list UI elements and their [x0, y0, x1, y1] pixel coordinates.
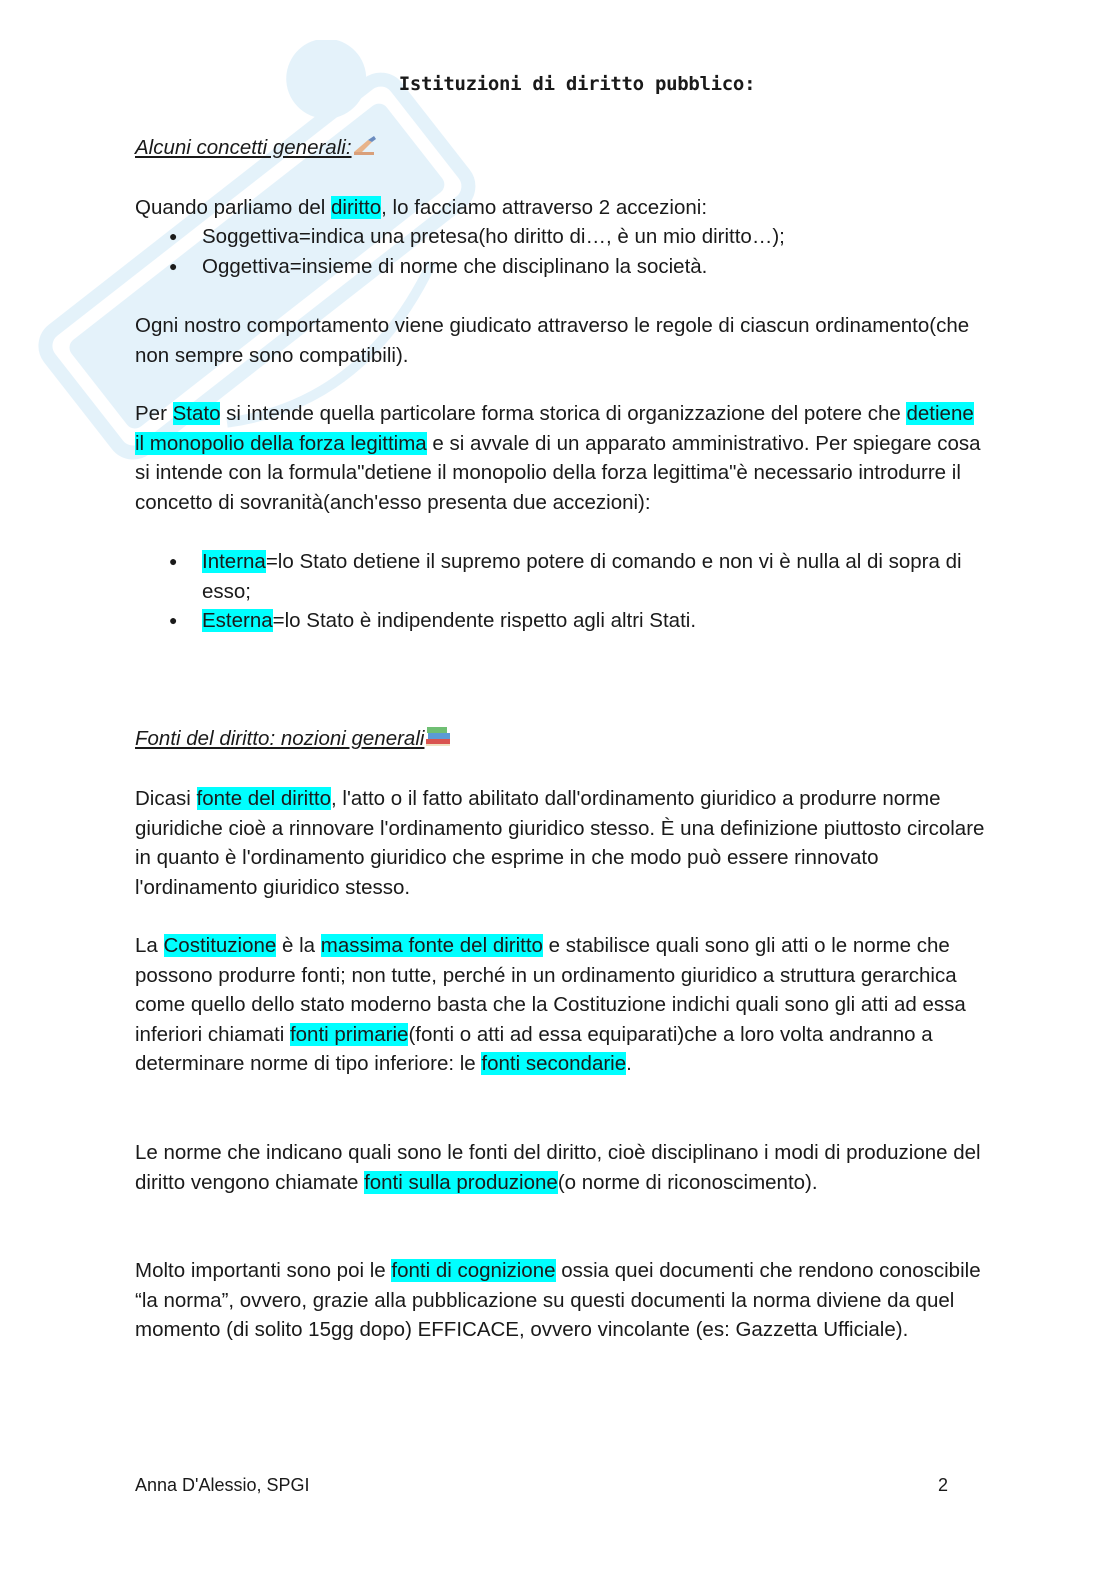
text-span: (o norme di riconoscimento).	[557, 1170, 818, 1194]
bullet-icon: ●	[169, 257, 178, 274]
paragraph-comportamento: Ogni nostro comportamento viene giudicato attraverso le regole di ciascun ordinamento(che non sempre sono compatibili).	[135, 314, 970, 367]
list-item	[135, 547, 985, 606]
paragraph-fonti-sulla-produzione	[135, 1138, 985, 1197]
highlighted-term: massima fonte del diritto	[320, 934, 543, 957]
list-item	[135, 252, 985, 282]
text-span: e si avvale di un apparato amministrativo. Per spiegare cosa si intende con la formula"detiene il monopolio della forza legittima"è necessario introdurre il concetto di sovranità(anch'esso presenta due accezioni):	[135, 431, 981, 514]
highlighted-term: Stato	[172, 402, 221, 425]
list-item-text: Oggettiva=insieme di norme che disciplinano la società.	[202, 254, 708, 278]
highlighted-term: fonti secondarie	[481, 1052, 627, 1076]
list-item-text: =lo Stato è indipendente rispetto agli altri Stati.	[272, 609, 697, 633]
highlighted-term: fonti sulla produzione	[364, 1170, 558, 1194]
highlighted-term: fonti di cognizione	[391, 1259, 556, 1282]
footer-author: Anna D'Alessio, SPGI	[135, 1475, 310, 1495]
section-heading-concetti	[135, 133, 378, 165]
highlighted-term: fonte del diritto	[196, 787, 331, 810]
text-span: , l'atto o il fatto abilitato dall'ordinamento giuridico a produrre norme giuridiche cioè a rinnovare l'ordinamento giuridico stesso. È una definizione piuttosto circolare in quanto è l'ordinamento giuridico che esprime in che modo può essere rinnovato l'ordinamento giuridico stesso.	[135, 787, 985, 899]
highlighted-term: Interna	[202, 550, 266, 573]
paragraph-costituzione	[135, 931, 985, 1079]
list-item-text: =lo Stato detiene il supremo potere di comando e non vi è nulla al di sopra di esso;	[202, 550, 962, 603]
paragraph-stato	[135, 399, 985, 517]
paragraph-diritto	[135, 193, 985, 223]
text-span: , lo facciamo attraverso 2 accezioni:	[381, 196, 708, 219]
bullet-list-accezioni	[135, 222, 985, 281]
highlighted-term: diritto	[331, 196, 382, 219]
bullet-list-sovranita	[135, 547, 985, 636]
list-item	[135, 606, 985, 636]
text-span: e stabilisce quali sono gli atti o le norme che possono produrre fonti; non tutte, perché in un ordinamento giuridico a struttura gerarchica come quello dello stato moderno basta che la Costituzione indichi quali sono gli atti ad essa inferiori chiamati	[135, 934, 966, 1046]
paragraph-fonti-di-cognizione	[135, 1256, 985, 1345]
bullet-icon: ●	[169, 228, 178, 244]
text-span: Per	[135, 402, 173, 425]
highlighted-term: Costituzione	[163, 934, 277, 957]
highlighted-term: detiene il monopolio della forza legittima	[135, 402, 974, 455]
books-icon	[424, 725, 452, 756]
highlighted-term: fonti primarie	[289, 1022, 409, 1046]
highlighted-term: Esterna	[202, 609, 273, 633]
text-span: ossia quei documenti che rendono conoscibile “la norma”, ovvero, grazie alla pubblicazione su questi documenti la norma diviene da quel momento (di solito 15gg dopo) EFFICACE, ovvero vincolante (es: Gazzetta Ufficiale).	[135, 1259, 981, 1342]
list-item	[135, 222, 985, 252]
text-span: La	[135, 934, 164, 957]
page-number: 2	[938, 1475, 949, 1495]
paragraph-fonte-del-diritto	[135, 784, 985, 902]
bullet-icon: ●	[169, 612, 178, 629]
section-heading-text: Alcuni concetti generali:	[135, 136, 352, 159]
text-span: è la	[276, 934, 321, 957]
text-span: si intende quella particolare forma storica di organizzazione del potere che	[220, 402, 907, 425]
bullet-icon: ●	[169, 553, 178, 569]
text-span: Dicasi	[135, 787, 197, 810]
section-heading-fonti	[135, 724, 452, 756]
text-span: .	[626, 1052, 632, 1076]
text-span: (fonti o atti ad essa equiparati)che a loro volta andranno a determinare norme di tipo inferiore: le	[135, 1022, 933, 1076]
writing-hand-icon	[352, 135, 378, 165]
document-title: Istituzioni di diritto pubblico:	[398, 73, 756, 95]
text-span: Quando parliamo del	[135, 196, 332, 219]
text-span: Molto importanti sono poi le	[135, 1259, 392, 1282]
list-item-text: Soggettiva=indica una pretesa(ho diritto di…, è un mio diritto…);	[202, 225, 785, 248]
text-span: Le norme che indicano quali sono le fonti del diritto, cioè disciplinano i modi di produzione del diritto vengono chiamate	[135, 1141, 981, 1194]
section-heading-text: Fonti del diritto: nozioni generali	[135, 727, 425, 750]
